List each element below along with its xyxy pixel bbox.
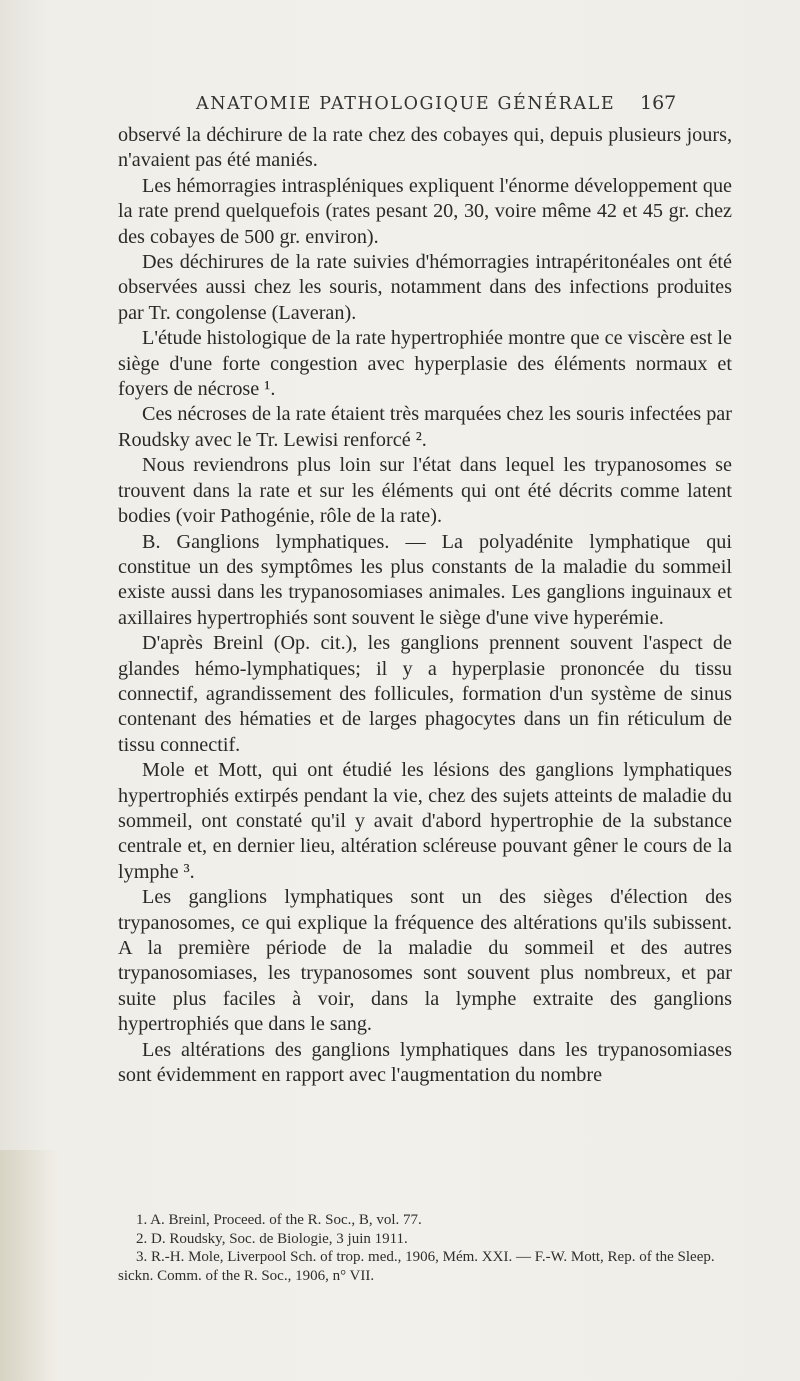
paragraph: Les ganglions lymphatiques sont un des sièges d'élection des trypanosomes, ce qui explique la fréquence des altérations qu'ils subissent. A la première période de la maladie du sommeil et des autres trypanosomiases, les trypanosomes sont souvent plus nombreux, et par suite plus faciles à voir, dans la lymphe extraite des ganglions hypertrophiés que dans le sang.	[118, 886, 732, 1036]
paragraph: Ces nécroses de la rate étaient très marquées chez les souris infectées par Roudsky avec le Tr. Lewisi renforcé ².	[118, 403, 732, 451]
paragraph: Nous reviendrons plus loin sur l'état dans lequel les trypanosomes se trouvent dans la rate et sur les éléments qui ont été décrits comme latent bodies (voir Pathogénie, rôle de la rate).	[118, 454, 732, 528]
body-text	[118, 123, 732, 1088]
paragraph: Les hémorragies intraspléniques expliquent l'énorme développement que la rate prend quelquefois (rates pesant 20, 30, voire même 42 et 45 gr. chez des cobayes de 500 gr. environ).	[118, 174, 732, 248]
running-head: ANATOMIE PATHOLOGIQUE GÉNÉRALE	[196, 94, 616, 114]
paragraph: observé la déchirure de la rate chez des cobayes qui, depuis plusieurs jours, n'avaient pas été maniés.	[118, 124, 732, 172]
paragraph: Mole et Mott, qui ont étudié les lésions des ganglions lymphatiques hypertrophiés extirpés pendant la vie, chez des sujets atteints de maladie du sommeil, ont constaté qu'il y avait d'abord hypertrophie de la substance centrale et, en dernier lieu, altération scléreuse pouvant gêner le cours de la lymphe ³.	[118, 759, 732, 883]
footnote-1: 1. A. Breinl, Proceed. of the R. Soc., B, vol. 77.	[136, 1212, 422, 1228]
footnote-2: 2. D. Roudsky, Soc. de Biologie, 3 juin 1911.	[136, 1230, 408, 1247]
paragraph: Des déchirures de la rate suivies d'hémorragies intrapéritonéales ont été observées aussi chez les souris, notamment dans des infections produites par Tr. congolense (Laveran).	[118, 251, 732, 324]
page-edge-shadow	[0, 1150, 60, 1381]
paragraph: D'après Breinl (Op. cit.), les ganglions prennent souvent l'aspect de glandes hémo-lymphatiques; il y a hyperplasie prononcée du tissu connectif, agrandissement des follicules, formation d'un système de sinus contenant des hématies et de larges phagocytes dans un fin réticulum de tissu connectif.	[118, 632, 732, 756]
footnote-3: 3. R.-H. Mole, Liverpool Sch. of trop. med., 1906, Mém. XXI. — F.-W. Mott, Rep. of the Sleep. sickn. Comm. of the R. Soc., 1906, n° VII.	[118, 1249, 715, 1284]
paragraph: L'étude histologique de la rate hypertrophiée montre que ce viscère est le siège d'une forte congestion avec hyperplasie des éléments normaux et foyers de nécrose ¹.	[118, 327, 732, 401]
page-header	[0, 94, 800, 124]
paragraph: Les altérations des ganglions lymphatiques dans les trypanosomiases sont évidemment en rapport avec l'augmentation du nombre	[118, 1038, 732, 1087]
paragraph-section-b: B. Ganglions lymphatiques. — La polyadénite lymphatique qui constitue un des symptômes les plus constants de la maladie du sommeil existe aussi dans les trypanosomiases animales. Les ganglions inguinaux et axillaires hypertrophiés sont souvent le siège d'une vive hyperémie.	[118, 530, 732, 629]
page-number: 167	[640, 92, 677, 114]
footnotes	[118, 1211, 738, 1285]
